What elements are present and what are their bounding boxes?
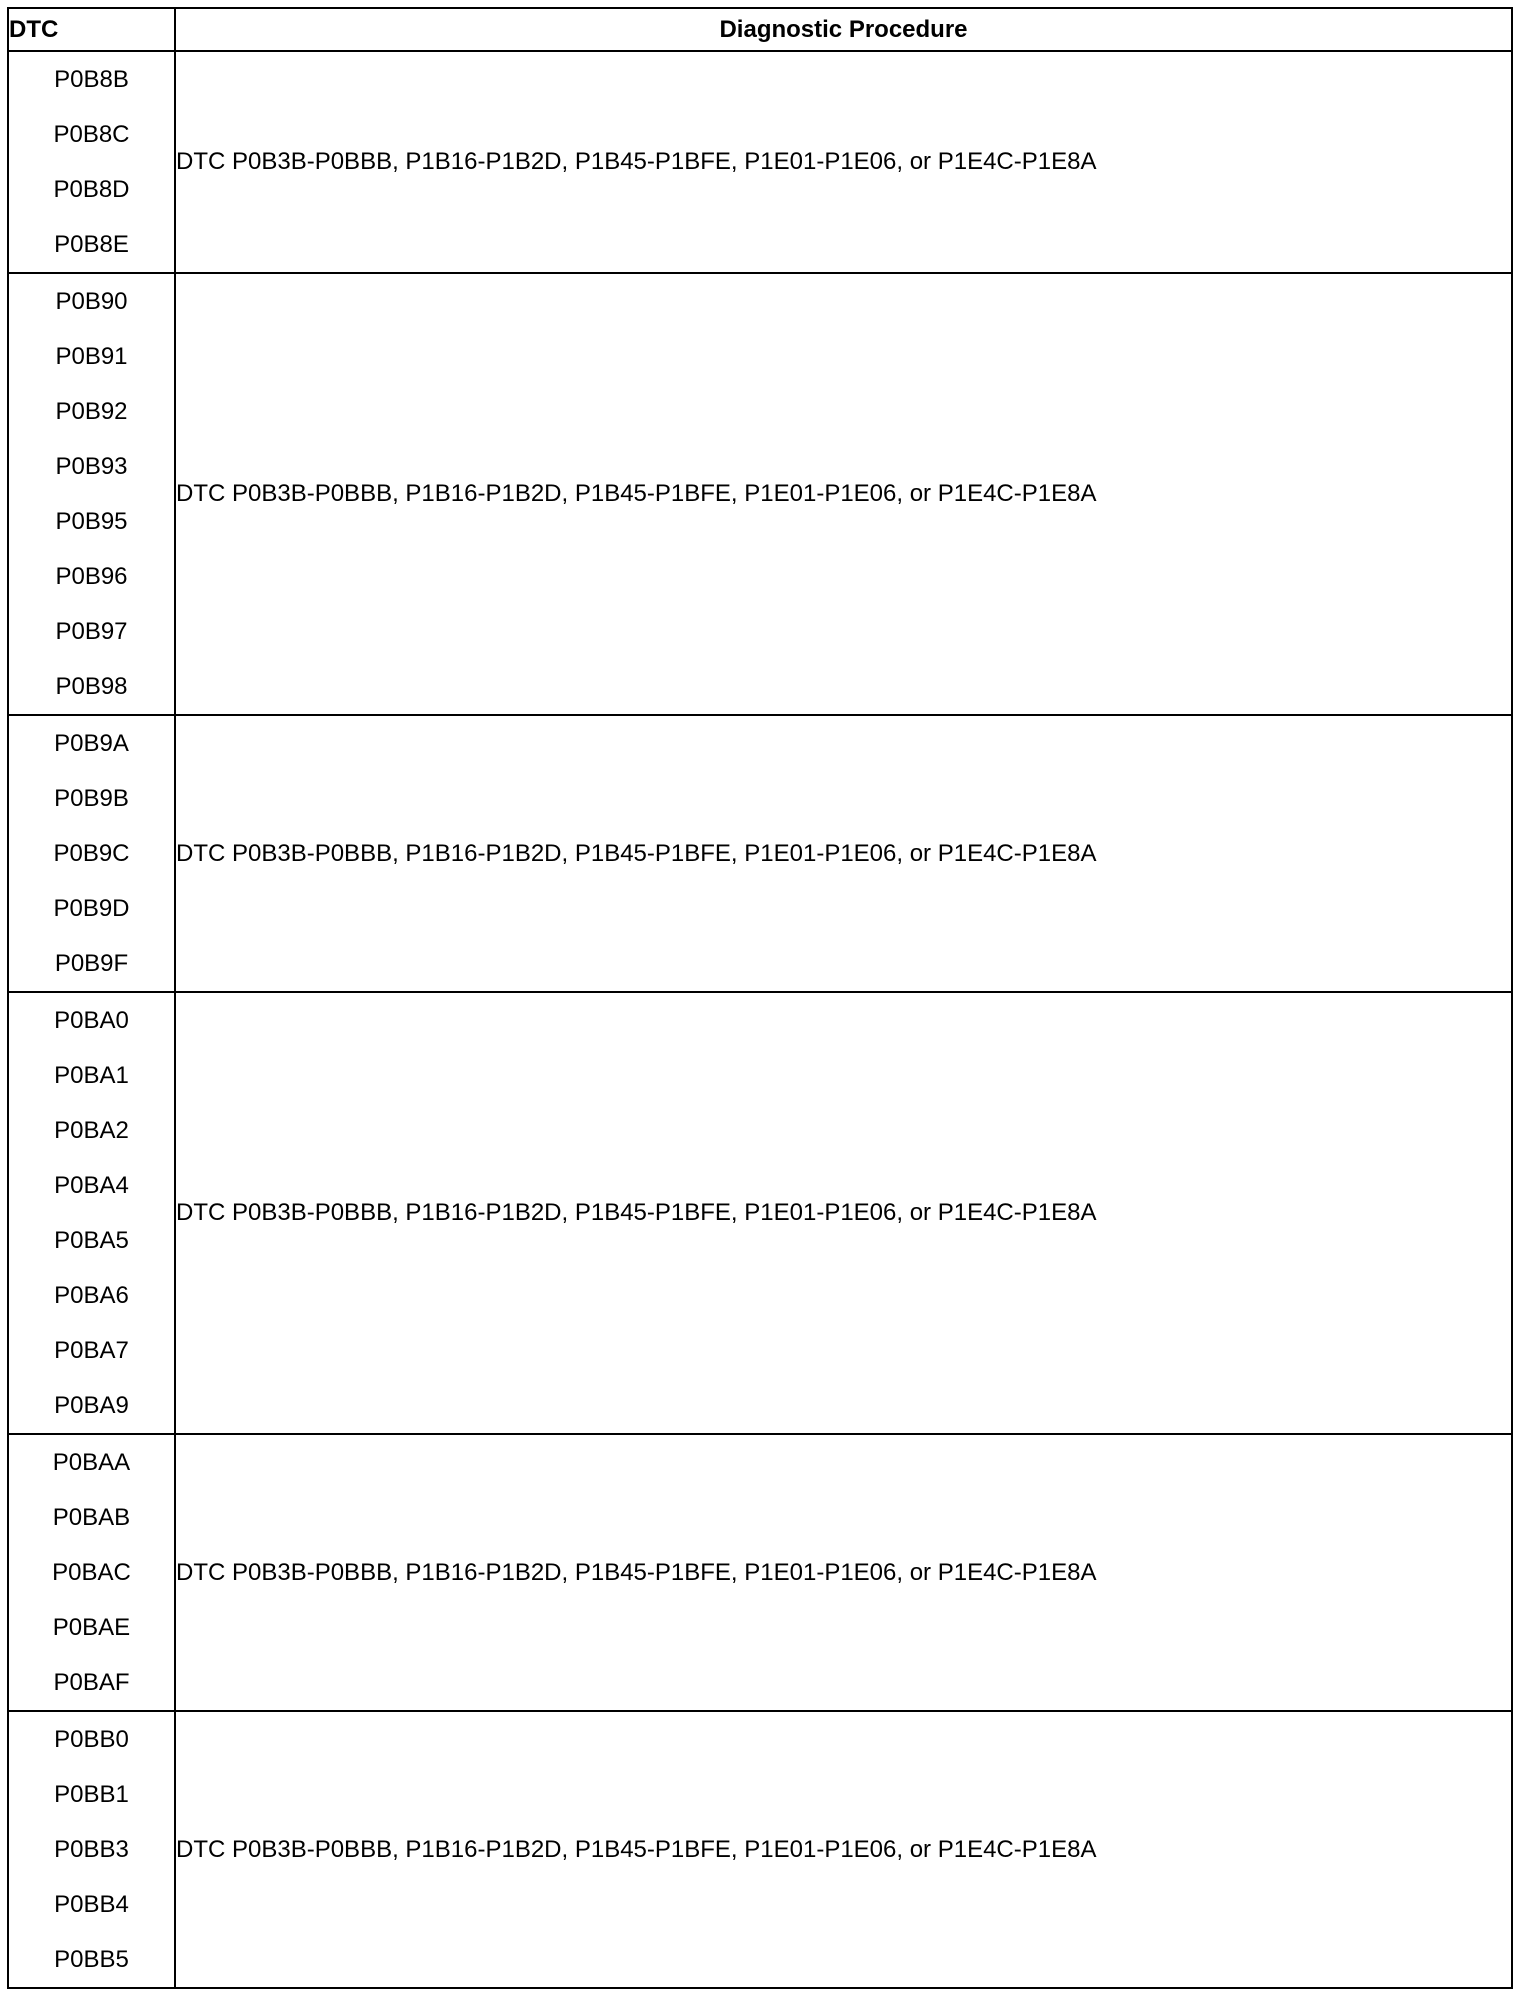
dtc-code: P0BB5 — [54, 1946, 129, 1973]
dtc-code: P0B9C — [53, 840, 130, 867]
dtc-code: P0BA0 — [54, 1007, 129, 1034]
dtc-code: P0BB4 — [54, 1891, 129, 1918]
header-dtc: DTC — [8, 8, 175, 51]
dtc-code: P0B9F — [54, 950, 129, 977]
dtc-code: P0B8D — [53, 176, 130, 203]
dtc-codes-cell — [8, 1434, 175, 1711]
dtc-code: P0BA7 — [54, 1337, 129, 1364]
dtc-procedure-table — [7, 7, 1513, 1989]
dtc-codes-cell — [8, 992, 175, 1434]
dtc-code: P0B9A — [54, 730, 129, 757]
dtc-codes-cell — [8, 51, 175, 273]
table-row — [8, 1711, 1512, 1988]
dtc-code: P0BA1 — [54, 1062, 129, 1089]
dtc-code: P0B90 — [55, 288, 128, 315]
dtc-code: P0B91 — [55, 343, 128, 370]
dtc-codes-cell — [8, 715, 175, 992]
dtc-code: P0BA4 — [54, 1172, 129, 1199]
dtc-code: P0BAB — [52, 1504, 131, 1531]
dtc-code: P0BAA — [52, 1449, 131, 1476]
dtc-code: P0B95 — [55, 508, 128, 535]
dtc-code: P0BB1 — [54, 1781, 129, 1808]
table-row — [8, 273, 1512, 715]
dtc-code: P0B98 — [55, 673, 128, 700]
dtc-code: P0BB3 — [54, 1836, 129, 1863]
dtc-code: P0B92 — [55, 398, 128, 425]
table-row — [8, 992, 1512, 1434]
dtc-code: P0BAC — [52, 1559, 131, 1586]
dtc-code: P0BA5 — [54, 1227, 129, 1254]
procedure-cell: DTC P0B3B-P0BBB, P1B16-P1B2D, P1B45-P1BFE, P1E01-P1E06, or P1E4C-P1E8A — [175, 1434, 1512, 1711]
procedure-cell: DTC P0B3B-P0BBB, P1B16-P1B2D, P1B45-P1BFE, P1E01-P1E06, or P1E4C-P1E8A — [175, 51, 1512, 273]
procedure-cell: DTC P0B3B-P0BBB, P1B16-P1B2D, P1B45-P1BFE, P1E01-P1E06, or P1E4C-P1E8A — [175, 273, 1512, 715]
table-body — [8, 51, 1512, 1988]
dtc-code: P0BAF — [53, 1669, 130, 1696]
dtc-code: P0BAE — [52, 1614, 131, 1641]
dtc-codes-cell — [8, 273, 175, 715]
dtc-code: P0B9B — [54, 785, 129, 812]
table-row — [8, 51, 1512, 273]
dtc-codes-cell — [8, 1711, 175, 1988]
dtc-code: P0B97 — [55, 618, 128, 645]
table-row — [8, 715, 1512, 992]
dtc-code: P0B8E — [54, 231, 129, 258]
table-row — [8, 1434, 1512, 1711]
dtc-code: P0B96 — [55, 563, 128, 590]
dtc-code: P0BA2 — [54, 1117, 129, 1144]
header-procedure: Diagnostic Procedure — [175, 8, 1512, 51]
procedure-cell: DTC P0B3B-P0BBB, P1B16-P1B2D, P1B45-P1BFE, P1E01-P1E06, or P1E4C-P1E8A — [175, 1711, 1512, 1988]
table-header-row — [8, 8, 1512, 51]
procedure-cell: DTC P0B3B-P0BBB, P1B16-P1B2D, P1B45-P1BFE, P1E01-P1E06, or P1E4C-P1E8A — [175, 715, 1512, 992]
dtc-code: P0B93 — [55, 453, 128, 480]
dtc-code: P0B8B — [54, 66, 129, 93]
dtc-code: P0B8C — [53, 121, 130, 148]
dtc-code: P0BB0 — [54, 1726, 129, 1753]
procedure-cell: DTC P0B3B-P0BBB, P1B16-P1B2D, P1B45-P1BFE, P1E01-P1E06, or P1E4C-P1E8A — [175, 992, 1512, 1434]
dtc-code: P0BA6 — [54, 1282, 129, 1309]
dtc-code: P0BA9 — [54, 1392, 129, 1419]
dtc-code: P0B9D — [53, 895, 130, 922]
